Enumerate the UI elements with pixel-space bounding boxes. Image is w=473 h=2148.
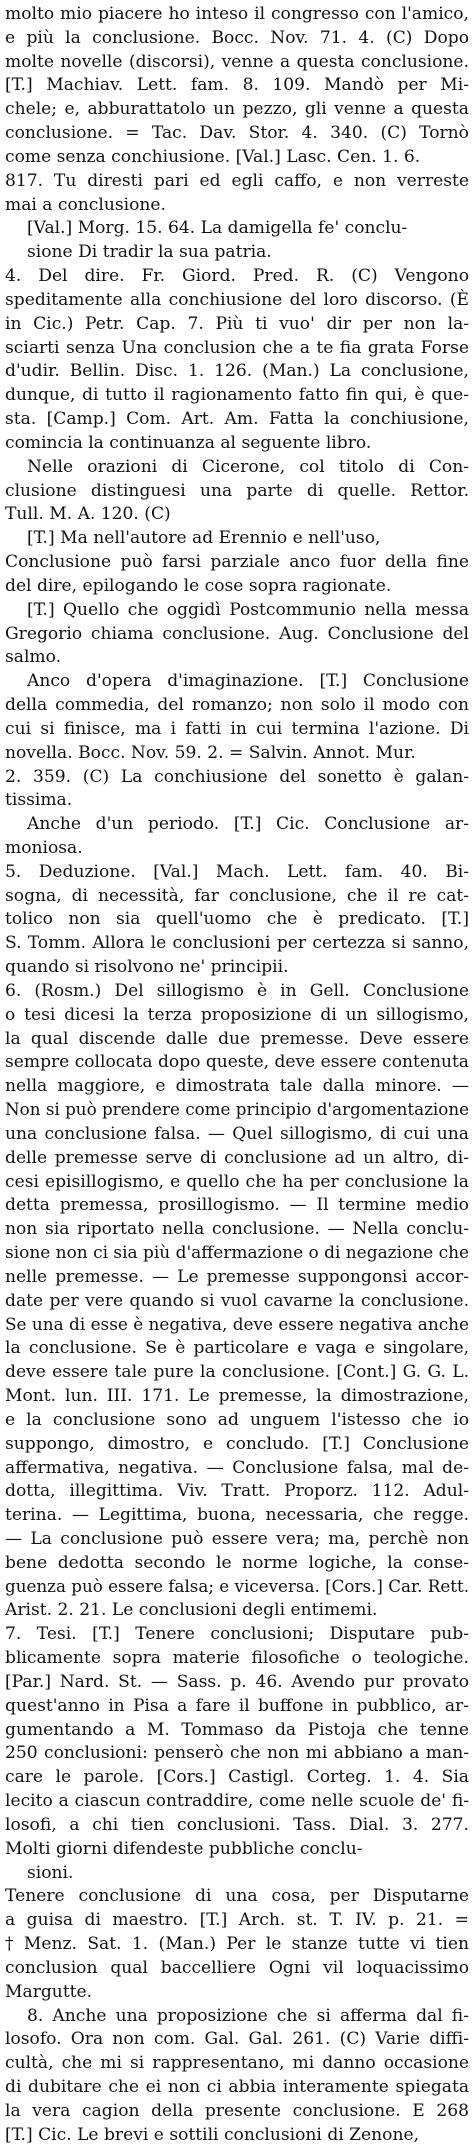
text-line: Anco d'opera d'imaginazione. [T.] Conclusione (27, 671, 469, 692)
text-line: [Par.] Nard. St. — Sass. p. 46. Avendo pur provato (5, 1671, 469, 1692)
text-line: Arist. 2. 21. Le conclusioni degli entimemi. (5, 1600, 378, 1621)
text-line: gumentando a M. Tommaso da Pistoja che tenne (5, 1719, 469, 1740)
text-line: di dubitare che ei non ci abbia interamente spiegata (5, 2077, 469, 2098)
text-line: cesi episillogismo, e quello che ha per conclusione la (5, 1171, 469, 1192)
text-line: sciarti senza Una conclusion che a te fia grata Forse (5, 337, 469, 358)
text-line: in Cic.) Petr. Cap. 7. Più ti vuo' dir per non la- (5, 313, 469, 334)
text-line: mai a conclusione. (5, 194, 166, 215)
text-line: cui si finisce, ma i fatti in cui termina l'azione. Di (5, 718, 469, 739)
text-line: la qual discende dalle due premesse. Deve essere (5, 1028, 469, 1049)
text-line: [T.] Machiav. Lett. fam. 8. 109. Mandò per Mi- (5, 75, 469, 96)
text-line: terina. — Legittima, buona, necessaria, che regge. (5, 1505, 469, 1526)
text-line: non sia riportato nella conclusione. — Nella conclu- (5, 1219, 469, 1240)
text-line: sogna, di necessità, far conclusione, che il re cat- (5, 885, 469, 906)
text-line: a guisa di maestro. [T.] Arch. st. T. IV. p. 21. = (5, 1910, 469, 1931)
text-line: come senza conchiusione. [Val.] Lasc. Cen. 1. 6. (5, 146, 421, 167)
text-line: 817. Tu diresti pari ed egli caffo, e non verreste (5, 170, 469, 191)
text-line: moniosa. (5, 837, 83, 858)
text-line: 250 conclusioni: penserò che non mi abbiano a man- (5, 1743, 469, 1764)
text-line: del dire, epilogando le cose sopra ragionate. (5, 575, 392, 596)
text-line: la conclusione. Se è particolare e vaga e singolare, (5, 1338, 469, 1359)
text-line: nelle premesse. — Le premesse suppongonsi accor- (5, 1266, 469, 1287)
text-line: [T.] Cic. Le brevi e sottili conclusioni di Zenone, (5, 2124, 420, 2145)
text-line: losofi, a chi tien conclusioni. Tass. Dial. 3. 277. (5, 1814, 469, 1835)
text-line: [T.] Ma nell'autore ad Erennio e nell'uso, (27, 528, 381, 549)
text-line: 7. Tesi. [T.] Tenere conclusioni; Disputare pub- (5, 1624, 469, 1645)
text-line: blicamente sopra materie filosofiche o teologiche. (5, 1648, 469, 1669)
text-line: comincia la continuanza al seguente libro. (5, 432, 372, 453)
text-line: molto mio piacere ho inteso il congresso con l'amico, (5, 4, 469, 24)
text-line: S. Tomm. Allora le conclusioni per certezza si sanno, (5, 933, 469, 954)
text-line: della commedia, del romanzo; non solo il modo con (5, 695, 469, 716)
text-line: sioni. (27, 1862, 74, 1883)
text-line: clusione distinguesi una parte di quelle. Rettor. (5, 480, 469, 501)
text-line: cultà, che mi si rappresentano, mi danno occasione (5, 2053, 469, 2074)
text-line: nella maggiore, e dimostrata tale dalla minore. — (5, 1076, 469, 1097)
text-line: detta premessa, prosillogismo. — Il termine medio (5, 1195, 469, 1216)
text-line: sione non ci sia più d'affermazione o di negazione che (5, 1243, 470, 1264)
text-line: sione Di tradir la sua patria. (27, 242, 272, 263)
text-line: Molti giorni difendeste pubbliche conclu- (5, 1838, 363, 1859)
text-line: Margutte. (5, 1981, 93, 2002)
text-line: — La conclusione può essere vera; ma, perchè non (5, 1529, 469, 1549)
text-line: tolico non sia quell'uomo che è predicato. [T.] (5, 909, 469, 930)
text-line: speditamente alla conchiusione del loro discorso. (È (5, 289, 469, 310)
text-line: Tull. M. A. 120. (C) (5, 504, 171, 525)
text-line: care le parole. [Cors.] Castigl. Corteg. 1. 4. Sia (5, 1767, 469, 1788)
text-line: quando si risolvono ne' principii. (5, 957, 289, 978)
text-line: dunque, di tutto il ragionamento fatto fin qui, è que- (5, 385, 469, 406)
text-line: novella. Bocc. Nov. 59. 2. = Salvin. Annot. Mur. (5, 742, 416, 763)
text-line: losofo. Ora non com. Gal. Gal. 261. (C) Varie diffi- (5, 2029, 469, 2050)
text-line: suppongo, dimostro, e concludo. [T.] Conclusione (5, 1433, 469, 1454)
text-line: Gregorio chiama conclusione. Aug. Conclusione del (5, 623, 469, 644)
text-line: 2. 359. (C) La conchiusione del sonetto è galan- (5, 766, 469, 787)
text-line: conclusion qual baccelliere Ogni vil loquacissimo (5, 1957, 469, 1978)
text-line: tissima. (5, 790, 73, 811)
text-line: delle premesse serve di conclusione ad un altro, di- (5, 1147, 469, 1168)
text-line: Non si può prendere come principio d'argomentazione (5, 1100, 470, 1121)
text-line: affermativa, negativa. — Conclusione falsa, mal de- (5, 1457, 469, 1478)
text-line: una conclusione falsa. — Quel sillogismo, di cui una (5, 1123, 469, 1144)
text-line: salmo. (5, 647, 62, 668)
text-line: Mont. lun. III. 171. Le premesse, la dimostrazione, (5, 1386, 469, 1407)
text-line: Nelle orazioni di Cicerone, col titolo di Con- (27, 456, 469, 477)
text-line: Anche d'un periodo. [T.] Cic. Conclusione ar- (27, 814, 469, 835)
text-line: molte novelle (discorsi), venne a questa conclusione. (5, 51, 469, 72)
text-line: la vera cagion della presente conclusione. E 268 (5, 2100, 469, 2121)
text-line: e la conclusione sono ad unguem l'istesso che io (5, 1409, 469, 1430)
text-line: lecito a ciascun contraddire, come nelle scuole de' fi- (5, 1791, 469, 1812)
text-line: 6. (Rosm.) Del sillogismo è in Gell. Conclusione (5, 980, 469, 1001)
text-line: Conclusione può farsi parziale anco fuor della fine (5, 552, 469, 573)
text-line: Tenere conclusione di una cosa, per Disputarne (5, 1886, 469, 1907)
text-line: [T.] Quello che oggidì Postcommunio nella messa (27, 599, 469, 620)
text-line: 5. Deduzione. [Val.] Mach. Lett. fam. 40. Bi- (5, 861, 469, 882)
text-line: † Menz. Sat. 1. (Man.) Per le stanze tutte vi tien (5, 1934, 469, 1955)
text-line: [Val.] Morg. 15. 64. La damigella fe' conclu- (27, 218, 408, 239)
text-line: sta. [Camp.] Com. Art. Am. Fatta la conchiusione, (5, 409, 469, 430)
text-line: guenza può essere falsa; e viceversa. [Cors.] Car. Rett. (5, 1576, 470, 1597)
text-line: date per vere quando si vuol cavarne la conclusione. (5, 1290, 469, 1311)
text-line: d'udir. Bellin. Disc. 1. 126. (Man.) La conclusione, (5, 361, 469, 382)
text-line: chele; e, abburattatolo un pezzo, gli venne a questa (5, 99, 469, 120)
text-line: quest'anno in Pisa a fare il buffone in pubblico, ar- (5, 1695, 469, 1716)
text-line: o tesi dicesi la terza proposizione di un sillogismo, (5, 1004, 469, 1025)
text-line: sempre collocata dopo queste, deve essere contenuta (5, 1052, 469, 1073)
text-line: dotta, illegittima. Viv. Tratt. Proporz. 112. Adul- (5, 1481, 469, 1502)
text-line: conclusione. = Tac. Dav. Stor. 4. 340. (C) Tornò (5, 123, 469, 144)
text-line: 8. Anche una proposizione che si afferma dal fi- (27, 2005, 469, 2026)
text-line: e più la conclusione. Bocc. Nov. 71. 4. (C) Dopo (5, 27, 469, 48)
text-line: 4. Del dire. Fr. Giord. Pred. R. (C) Vengono (5, 266, 469, 287)
text-line: deve essere tale pure la conclusione. [Cont.] G. G. L. (5, 1362, 469, 1383)
text-line: bene dedotta secondo le norme logiche, la conse- (5, 1552, 469, 1573)
text-line: Se una di esse è negativa, deve essere negativa anche (5, 1314, 470, 1335)
